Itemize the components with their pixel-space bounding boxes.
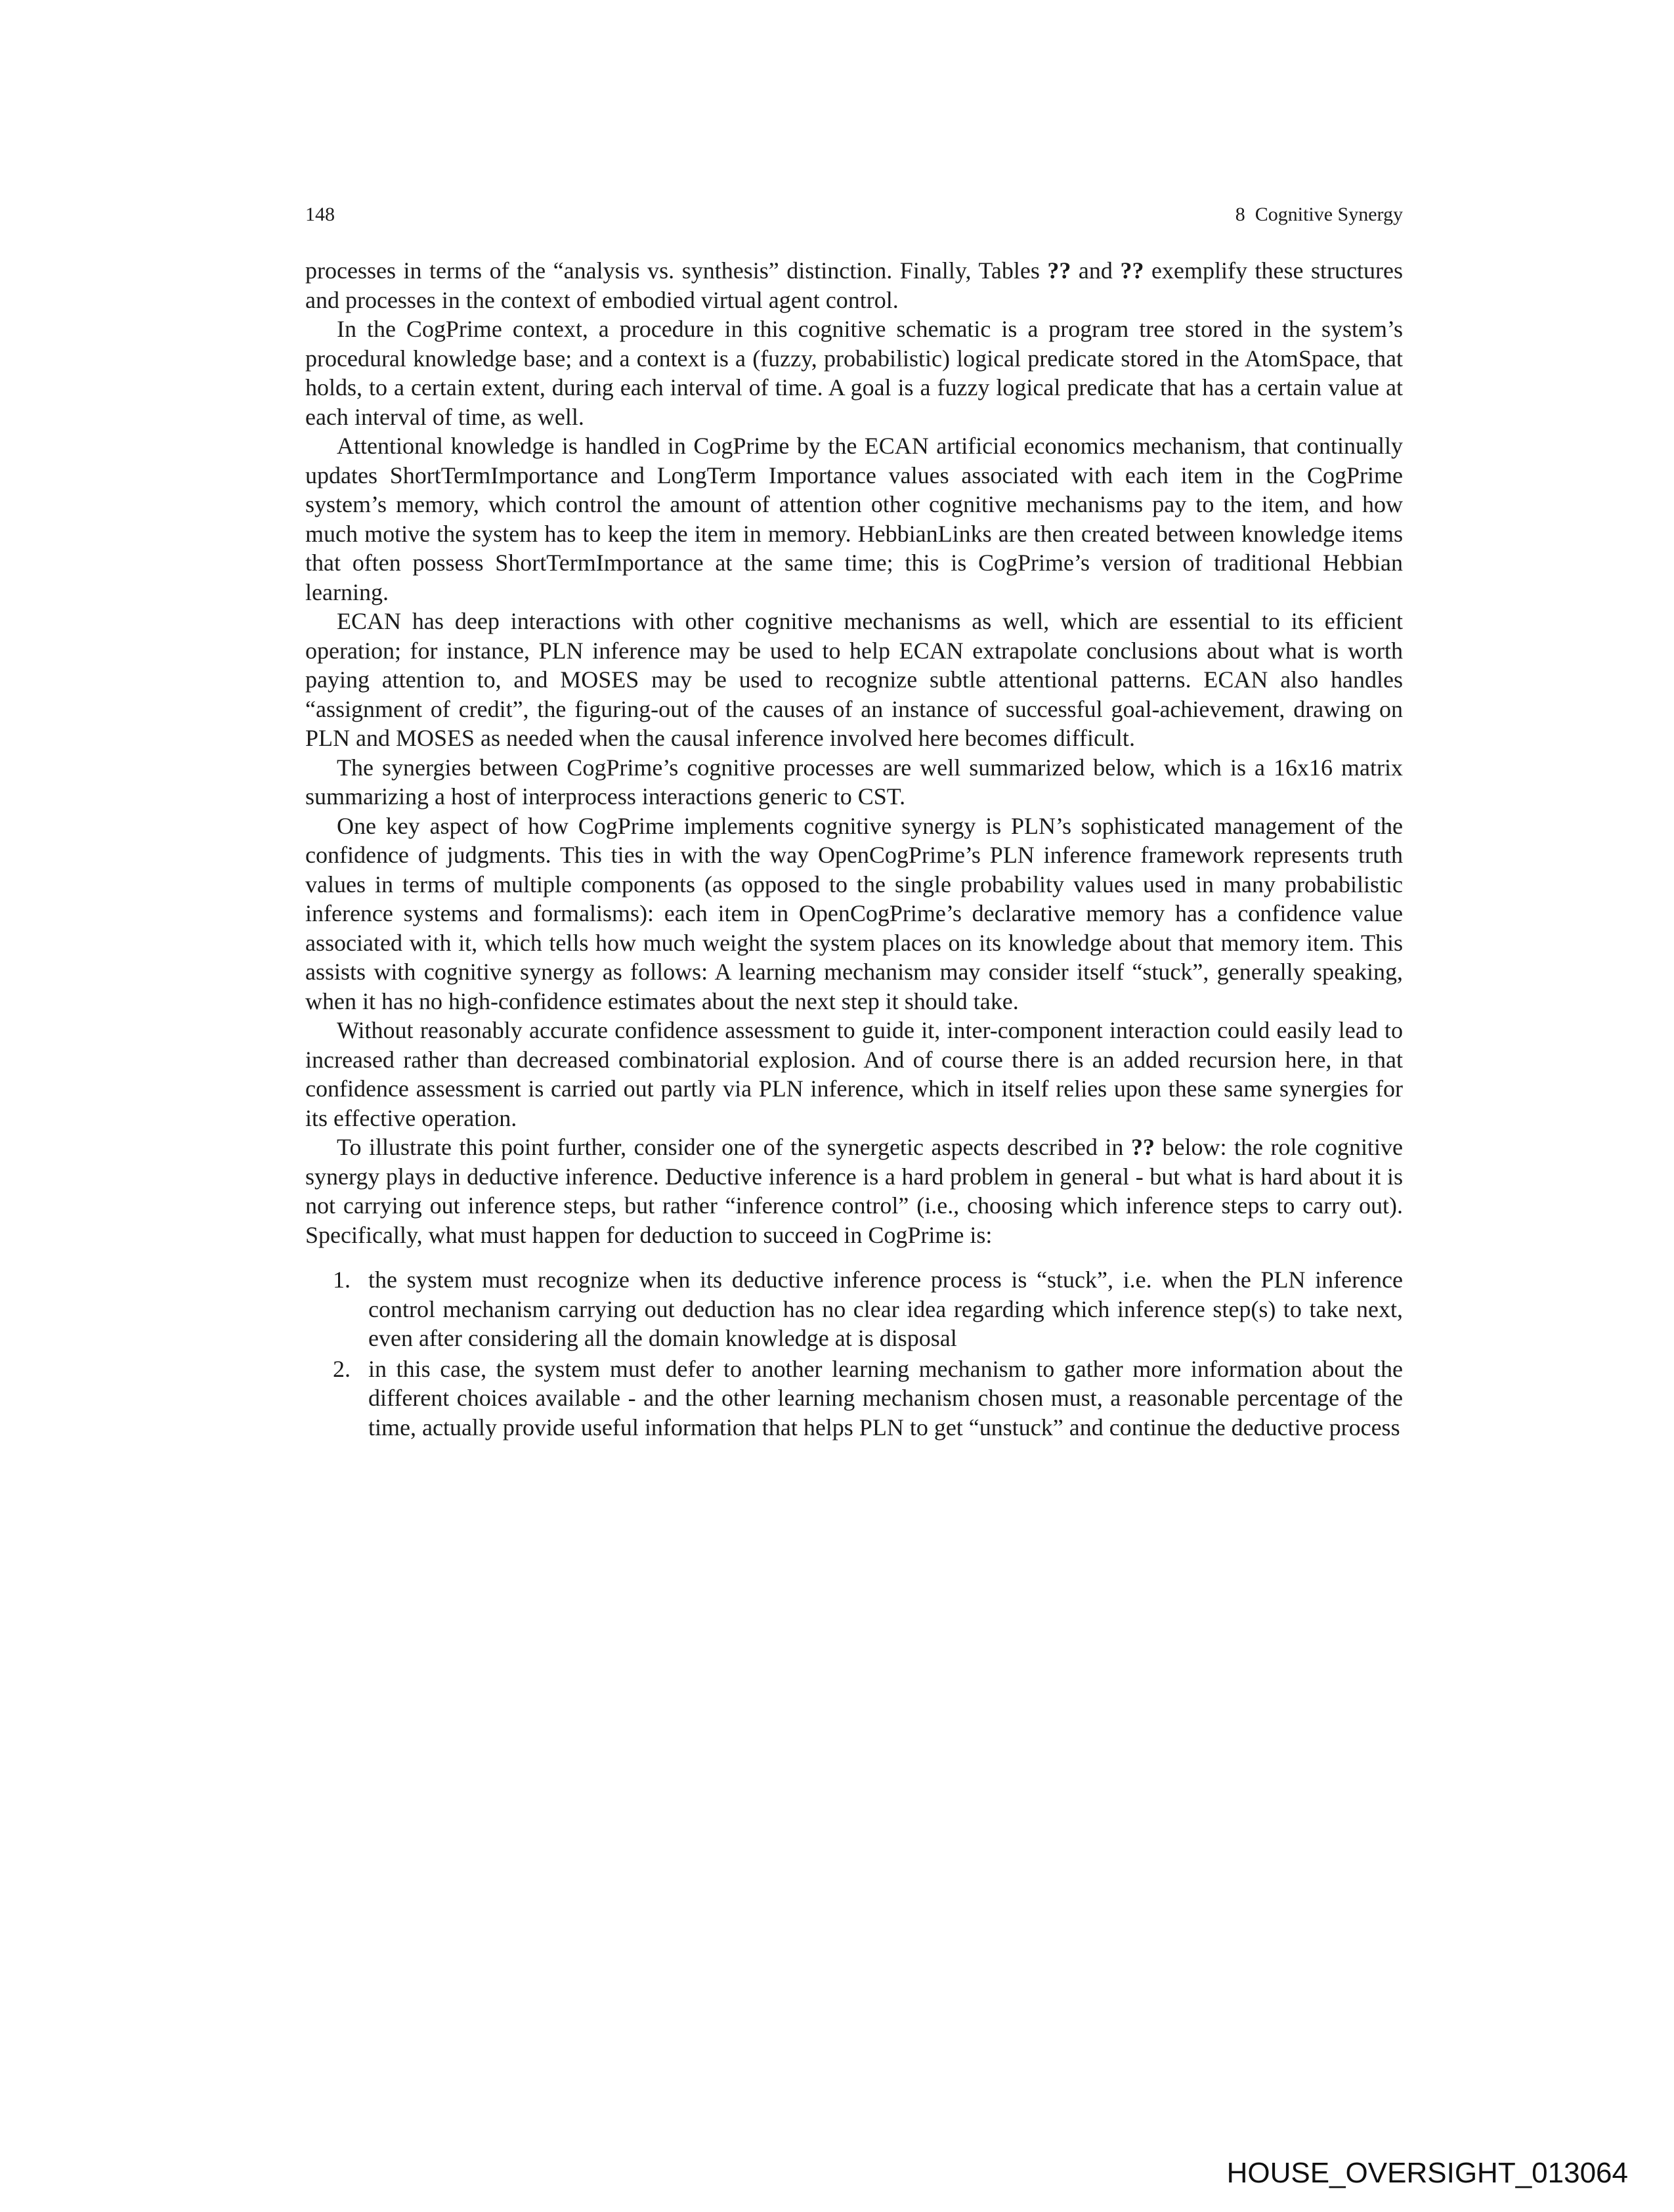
ref-placeholder: ?? [1120, 257, 1144, 284]
text-segment: processes in terms of the “analysis vs. synthesis” distinction. Finally, Tables [305, 257, 1048, 284]
paragraph: One key aspect of how CogPrime implements cognitive synergy is PLN’s sophisticated management of the confidence of judgments. This ties in with the way OpenCogPrime’s PLN inference framework represents truth values in terms of multiple components (as opposed to the single probability values used in many probabilistic inference systems and formalisms): each item in OpenCogPrime’s declarative memory has a confidence value associated with it, which tells how much weight the system places on its knowledge about that memory item. This assists with cognitive synergy as follows: A learning mechanism may consider itself “stuck”, generally speaking, when it has no high-confidence estimates about the next step it should take. [305, 812, 1403, 1014]
text-segment: and [1071, 257, 1121, 284]
chapter-title: 8 Cognitive Synergy [1235, 204, 1403, 225]
list-item [305, 1265, 1403, 1353]
paragraph: Attentional knowledge is handled in CogPrime by the ECAN artificial economics mechanism, that continually updates ShortTermImportance and LongTerm Importance values associated with each item in the CogPrime system’s memory, which control the amount of attention other cognitive mechanisms pay to the item, and how much motive the system has to keep the item in memory. HebbianLinks are then created between knowledge items that often possess ShortTermImportance at the same time; this is CogPrime’s version of traditional Hebbian learning. [305, 433, 1403, 605]
text-segment: below: the role cognitive synergy plays in deductive inference. Deductive inference is a hard problem in general - but what is hard about it is not carrying out inference steps, but rather “inference control” (i.e., choosing which inference steps to carry out). Specifically, what must happen for deduction to succeed in CogPrime is: [305, 1134, 1403, 1248]
paragraph [305, 256, 1403, 314]
page-body [305, 256, 1403, 1442]
running-header [305, 204, 1403, 226]
page-number: 148 [305, 204, 335, 225]
paragraph [305, 1133, 1403, 1249]
paragraph: In the CogPrime context, a procedure in this cognitive schematic is a program tree stored in the system’s procedural knowledge base; and a context is a (fuzzy, probabilistic) logical predicate stored in the AtomSpace, that holds, to a certain extent, during each interval of time. A goal is a fuzzy logical predicate that has a certain value at each interval of time, as well. [305, 316, 1403, 430]
ref-placeholder: ?? [1047, 257, 1071, 284]
list-item-number: 2. [333, 1355, 351, 1382]
paragraph: Without reasonably accurate confidence assessment to guide it, inter-component interaction could easily lead to increased rather than decreased combinatorial explosion. And of course there is an added recursion here, in that confidence assessment is carried out partly via PLN inference, which in itself relies upon these same synergies for its effective operation. [305, 1017, 1403, 1131]
text-segment: exemplify these structures and processes in the context of embodied virtual agent control. [305, 257, 1403, 313]
text-segment: To illustrate this point further, consider one of the synergetic aspects described in [337, 1134, 1131, 1160]
list-item-text: in this case, the system must defer to another learning mechanism to gather more information about the different choices available - and the other learning mechanism chosen must, a reasonable percentage of the time, actually provide useful information that helps PLN to get “unstuck” and continue the deductive process [368, 1355, 1403, 1441]
bates-stamp: HOUSE_OVERSIGHT_013064 [1226, 2157, 1628, 2189]
list-item-number: 1. [333, 1267, 351, 1293]
list-item-text: the system must recognize when its deductive inference process is “stuck”, i.e. when the PLN inference control mechanism carrying out deduction has no clear idea regarding which inference step(s) to take next, even after considering all the domain knowledge at is disposal [368, 1267, 1403, 1351]
numbered-list [305, 1265, 1403, 1442]
list-item [305, 1355, 1403, 1442]
paragraph: The synergies between CogPrime’s cognitive processes are well summarized below, which is a 16x16 matrix summarizing a host of interprocess interactions generic to CST. [305, 754, 1403, 810]
ref-placeholder: ?? [1130, 1134, 1155, 1160]
paragraph: ECAN has deep interactions with other cognitive mechanisms as well, which are essential to its efficient operation; for instance, PLN inference may be used to help ECAN extrapolate conclusions about what is worth paying attention to, and MOSES may be used to recognize subtle attentional patterns. ECAN also handles “assignment of credit”, the figuring-out of the causes of an instance of successful goal-achievement, drawing on PLN and MOSES as needed when the causal inference involved here becomes difficult. [305, 608, 1403, 751]
